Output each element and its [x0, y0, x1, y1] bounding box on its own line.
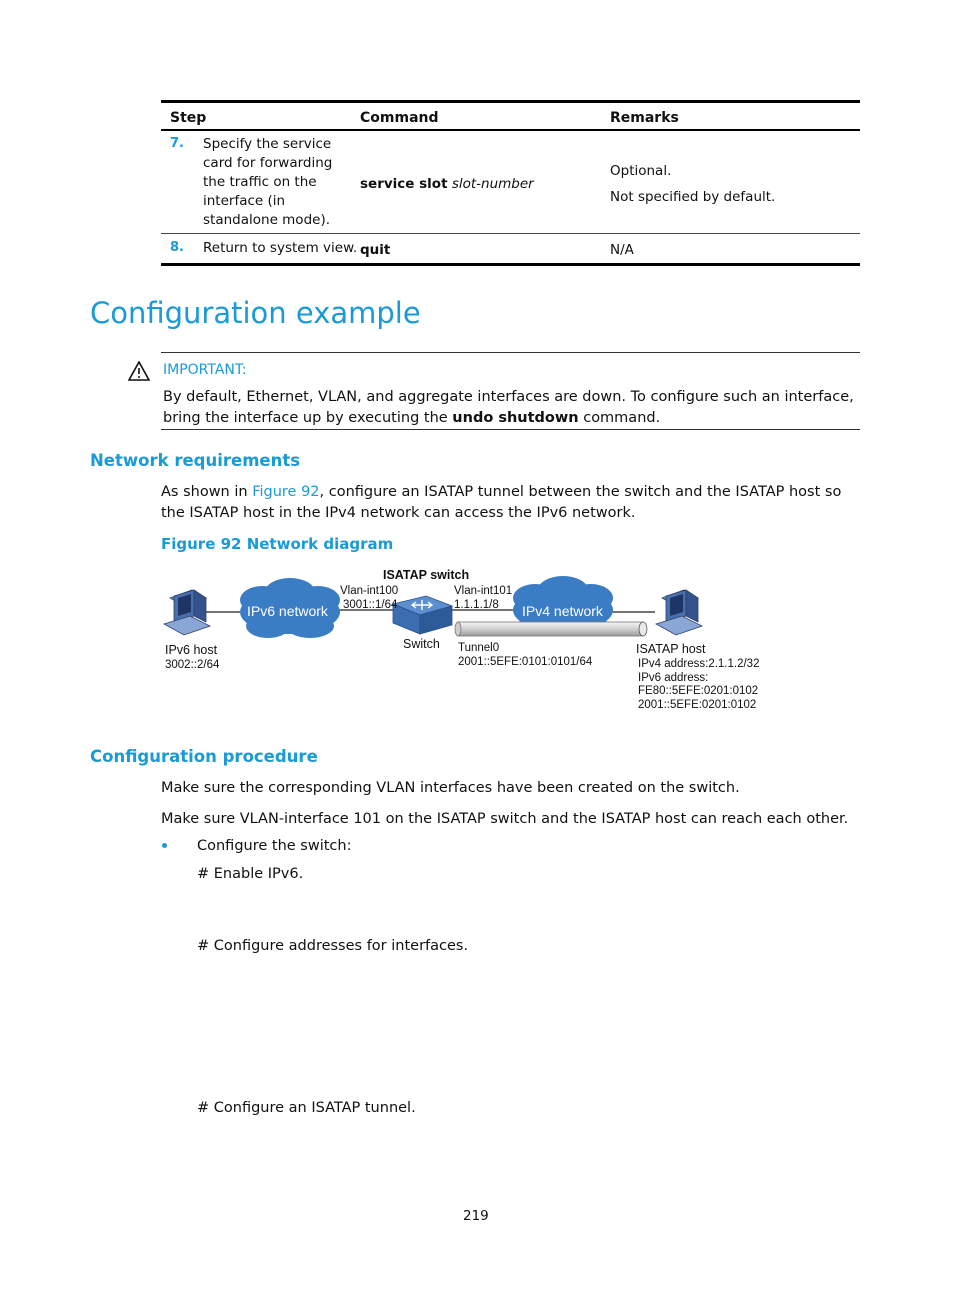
isatap-host-ipv6-global: 2001::5EFE:0201:0102 [638, 699, 757, 711]
table-header-step: Step [170, 110, 207, 126]
table-header-rule [161, 129, 860, 131]
text-part: As shown in [161, 484, 253, 500]
ipv6-host-address: 3002::2/64 [165, 659, 220, 671]
important-text [163, 387, 863, 429]
isatap-switch-label: ISATAP switch [383, 568, 470, 582]
table-row-description: Return to system view. [203, 240, 358, 256]
step-configure-tunnel: # Configure an ISATAP tunnel. [197, 1100, 416, 1116]
important-top-rule [161, 352, 860, 353]
description-line: interface (in [203, 193, 286, 209]
switch-label: Switch [403, 637, 440, 651]
important-command: undo shutdown [452, 410, 579, 426]
table-header-remarks: Remarks [610, 110, 679, 126]
tunnel-label: Tunnel0 [458, 642, 500, 654]
description-line: standalone mode). [203, 212, 331, 228]
procedure-para-2: Make sure VLAN-interface 101 on the ISATAP switch and the ISATAP host can reach each other. [161, 811, 849, 827]
network-requirements-text [161, 482, 866, 524]
vlan101-address: 1.1.1.1/8 [454, 599, 499, 611]
table-row-command [360, 175, 534, 194]
bullet-icon [162, 843, 167, 848]
ipv6-host-label: IPv6 host [165, 643, 218, 657]
procedure-para-1: Make sure the corresponding VLAN interfaces have been created on the switch. [161, 780, 740, 796]
table-row-step: 8. [170, 240, 184, 255]
important-text-part: command. [578, 410, 661, 426]
command-keyword: service slot [360, 176, 448, 192]
text-part: , configure an ISATAP tunnel between the switch and the ISATAP host so the ISATAP host in the IPv4 network can access the IPv6 network. [161, 484, 842, 521]
table-row-description [203, 135, 353, 230]
page-number: 219 [463, 1208, 489, 1224]
important-text-part: By default, Ethernet, VLAN, and aggregate interfaces are down. To configure such an interface, bring the interface up by executing the [163, 389, 854, 426]
bullet-configure-switch: Configure the switch: [197, 838, 352, 854]
tunnel-address: 2001::5EFE:0101:0101/64 [458, 656, 593, 668]
table-header-command: Command [360, 110, 439, 126]
remark-line: Optional. [610, 163, 672, 179]
step-enable-ipv6: # Enable IPv6. [197, 866, 304, 882]
figure-caption: Figure 92 Network diagram [161, 535, 394, 553]
table-row-command: quit [360, 242, 391, 258]
command-argument: slot-number [451, 176, 534, 192]
isatap-host-label: ISATAP host [636, 642, 706, 656]
description-line: Specify the service [203, 136, 332, 152]
isatap-host-ipv6-label: IPv6 address: [638, 672, 709, 684]
vlan101-label: Vlan-int101 [454, 585, 513, 597]
isatap-host-computer-icon [656, 590, 702, 635]
ipv6-network-label: IPv6 network [247, 603, 328, 619]
configuration-procedure-heading: Configuration procedure [90, 747, 318, 766]
isatap-host-ipv4: IPv4 address:2.1.1.2/32 [638, 658, 760, 670]
warning-icon [128, 361, 150, 385]
ipv4-network-label: IPv4 network [522, 603, 603, 619]
important-label: IMPORTANT: [163, 362, 247, 378]
isatap-host-ipv6-link-local: FE80::5EFE:0201:0102 [638, 685, 759, 697]
figure-link[interactable]: Figure 92 [252, 484, 320, 500]
remark-line: Not specified by default. [610, 189, 776, 205]
description-line: the traffic on the [203, 174, 317, 190]
table-bottom-rule [161, 263, 860, 266]
important-bottom-rule [161, 429, 860, 430]
vlan100-label: Vlan-int100 [340, 585, 399, 597]
section-title: Configuration example [90, 296, 421, 330]
vlan100-address: 3001::1/64 [343, 599, 398, 611]
switch-icon [393, 596, 452, 634]
table-row-step: 7. [170, 136, 184, 151]
table-row-divider [161, 233, 860, 234]
network-diagram [150, 560, 770, 720]
ipv6-host-computer-icon [164, 590, 210, 635]
step-configure-addresses: # Configure addresses for interfaces. [197, 938, 469, 954]
network-requirements-heading: Network requirements [90, 451, 301, 470]
table-row-remarks [610, 162, 775, 207]
table-top-rule [161, 100, 860, 103]
table-row-remarks: N/A [610, 242, 634, 258]
description-line: card for forwarding [203, 155, 333, 171]
